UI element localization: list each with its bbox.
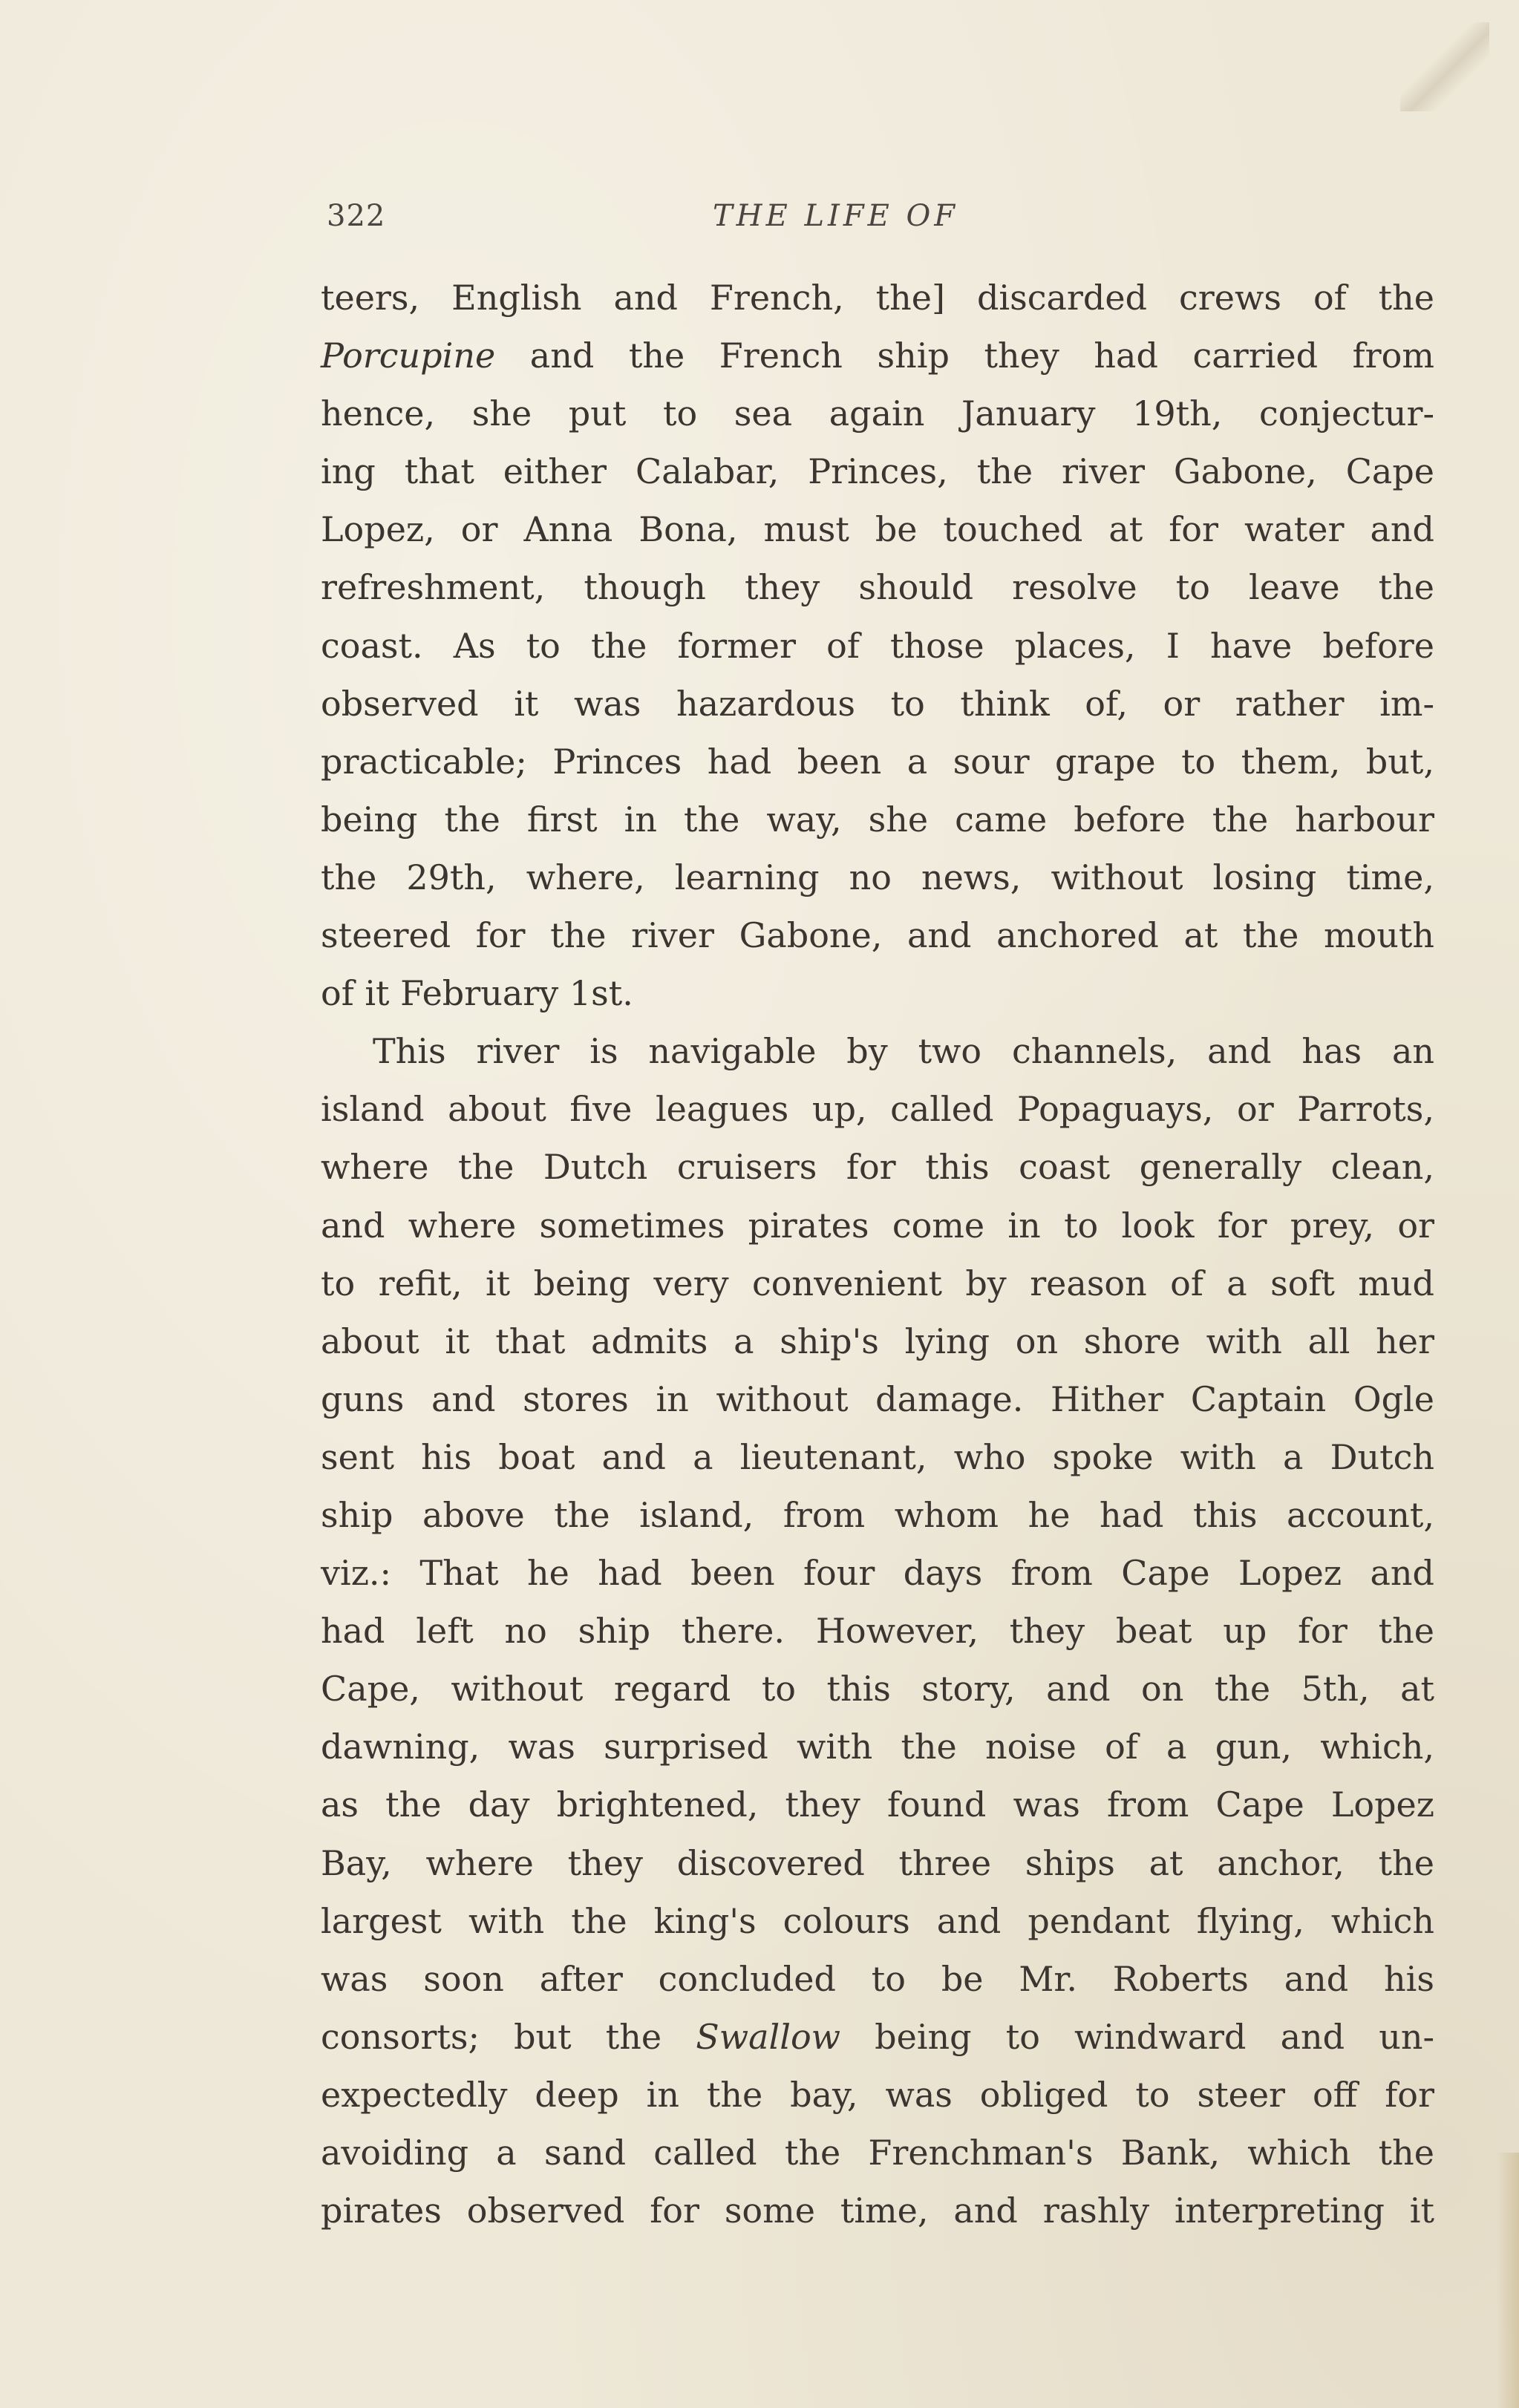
body-text	[321, 269, 1434, 2239]
text-line: observed it was hazardous to think of, or rather im-	[321, 683, 1434, 724]
text-line: had left no ship there. However, they beat up for the	[321, 1611, 1434, 1652]
text-line: Lopez, or Anna Bona, must be touched at for water and	[321, 509, 1434, 550]
text-line: largest with the king's colours and pendant flying, which	[321, 1900, 1434, 1941]
paragraph-2	[321, 1022, 1434, 2239]
text-line: expectedly deep in the bay, was obliged to steer off for	[321, 2074, 1434, 2115]
text-line: dawning, was surprised with the noise of a gun, which,	[321, 1727, 1434, 1767]
page-number: 322	[327, 199, 386, 233]
text-line: Cape, without regard to this story, and on the 5th, at	[321, 1669, 1434, 1710]
text-line: consorts; but the Swallow being to windward and un-	[321, 2016, 1434, 2057]
running-head: THE LIFE OF	[713, 199, 959, 233]
text-line: the 29th, where, learning no news, without losing time,	[321, 857, 1434, 897]
text-line: and where sometimes pirates come in to look for prey, or	[321, 1205, 1434, 1246]
text-line: about it that admits a ship's lying on shore with all her	[321, 1321, 1434, 1361]
text-line: island about five leagues up, called Popaguays, or Parrots,	[321, 1089, 1434, 1130]
text-line: where the Dutch cruisers for this coast generally clean,	[321, 1147, 1434, 1188]
page-edge-shadow	[1497, 2153, 1519, 2408]
ship-name: Porcupine	[321, 336, 496, 376]
text-line: as the day brightened, they found was from Cape Lopez	[321, 1784, 1434, 1825]
text-line: was soon after concluded to be Mr. Roberts and his	[321, 1958, 1434, 1999]
text-line: viz.: That he had been four days from Cape Lopez and	[321, 1553, 1434, 1594]
ship-name: Swallow	[696, 2016, 841, 2057]
text-line: This river is navigable by two channels, and has an	[373, 1031, 1434, 1072]
text-line: to refit, it being very convenient by reason of a soft mud	[321, 1263, 1434, 1303]
text-line: ship above the island, from whom he had this account,	[321, 1494, 1434, 1535]
paragraph-1	[321, 269, 1434, 1022]
text-line: teers, English and French, the] discarded crews of the	[321, 278, 1434, 318]
page-corner-stain	[1400, 22, 1489, 111]
text-line: being the first in the way, she came before the harbour	[321, 799, 1434, 840]
text-line: ing that either Calabar, Princes, the river Gabone, Cape	[321, 451, 1434, 492]
text-line: Bay, where they discovered three ships at anchor, the	[321, 1842, 1434, 1883]
text-line: of it February 1st.	[321, 973, 633, 1014]
text-line: steered for the river Gabone, and anchored at the mouth	[321, 915, 1434, 956]
page-header	[327, 199, 1440, 243]
text-line: hence, she put to sea again January 19th, conjectur-	[321, 393, 1434, 434]
text-line: guns and stores in without damage. Hither Captain Ogle	[321, 1378, 1434, 1419]
text-line: Porcupine and the French ship they had carried from	[321, 336, 1434, 376]
text-line: pirates observed for some time, and rashly interpreting it	[321, 2191, 1434, 2231]
text-line: sent his boat and a lieutenant, who spoke with a Dutch	[321, 1436, 1434, 1477]
text-line: refreshment, though they should resolve to leave the	[321, 567, 1434, 608]
text-line: coast. As to the former of those places, I have before	[321, 625, 1434, 666]
text-line: practicable; Princes had been a sour grape to them, but,	[321, 741, 1434, 782]
text-line: avoiding a sand called the Frenchman's Bank, which the	[321, 2133, 1434, 2173]
